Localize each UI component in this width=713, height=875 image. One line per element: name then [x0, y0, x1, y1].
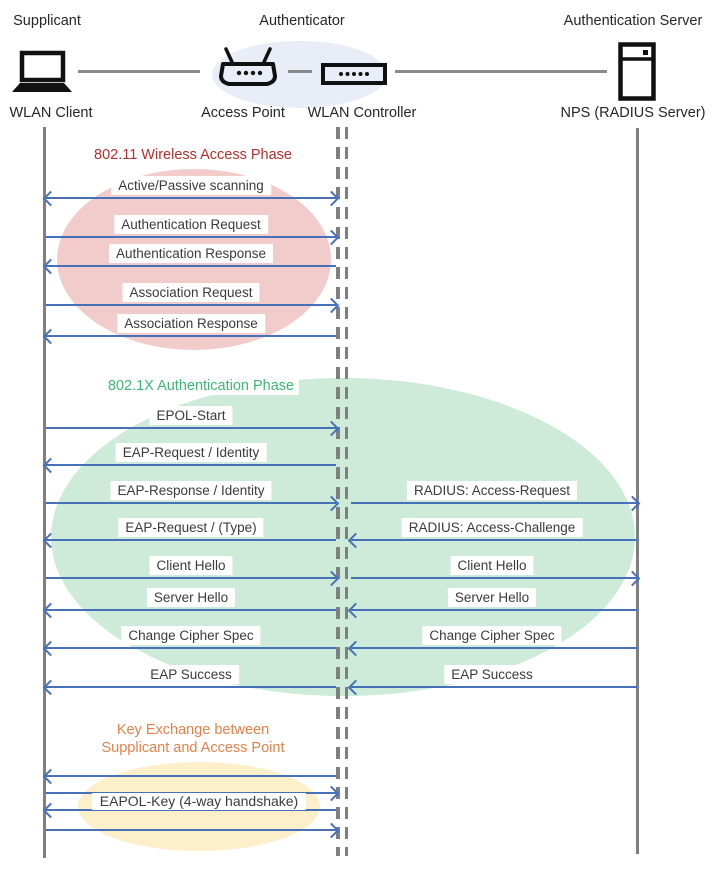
phase1-title: 802.11 Wireless Access Phase	[89, 147, 297, 164]
message-arrow-left	[351, 539, 637, 541]
name-wlan-client: WLAN Client	[9, 105, 93, 121]
wireless-router-icon	[217, 46, 279, 95]
message-arrow-right	[46, 304, 336, 306]
lifeline-authenticator-right	[345, 127, 349, 856]
message-label: EAP Success	[444, 665, 540, 684]
message-label: Active/Passive scanning	[111, 176, 271, 195]
phase3-title-line1: Key Exchange between	[112, 722, 274, 739]
message-arrow-left	[351, 647, 637, 649]
role-authenticator: Authenticator	[259, 13, 345, 29]
lifeline-authentication-server	[636, 128, 639, 854]
message-arrow-both	[46, 197, 336, 199]
message-label: EPOL-Start	[149, 406, 232, 425]
message-label: Association Request	[122, 283, 259, 302]
message-label: Server Hello	[448, 588, 536, 607]
message-label: EAP Success	[143, 665, 239, 684]
message-arrow-right	[46, 829, 336, 831]
message-arrow-right	[46, 236, 336, 238]
message-arrow-left	[46, 686, 336, 688]
message-arrow-left	[351, 609, 637, 611]
message-arrow-right	[46, 502, 336, 504]
server-icon	[618, 42, 656, 106]
message-arrow-left	[46, 647, 336, 649]
name-access-point: Access Point	[201, 105, 285, 121]
role-supplicant: Supplicant	[13, 13, 81, 29]
message-label: Association Response	[117, 314, 265, 333]
message-label: RADIUS: Access-Request	[407, 481, 577, 500]
link-ap-controller	[288, 70, 312, 73]
laptop-icon	[8, 50, 76, 100]
message-label: Client Hello	[450, 556, 533, 575]
message-arrow-left	[46, 775, 336, 777]
message-label: Server Hello	[147, 588, 235, 607]
name-nps-server: NPS (RADIUS Server)	[560, 105, 706, 121]
message-label: EAP-Request / (Type)	[118, 518, 263, 537]
message-arrow-right	[351, 577, 637, 579]
message-arrow-left	[46, 539, 336, 541]
message-arrow-left	[46, 335, 336, 337]
message-label: Change Cipher Spec	[422, 626, 561, 645]
role-authentication-server: Authentication Server	[563, 13, 703, 29]
group-label-eapol-key: EAPOL-Key (4-way handshake)	[92, 793, 306, 810]
controller-icon	[321, 63, 387, 90]
message-label: EAP-Request / Identity	[116, 443, 267, 462]
link-controller-server	[395, 70, 607, 73]
message-arrow-right	[46, 427, 336, 429]
phase3-title-line2: Supplicant and Access Point	[97, 740, 290, 757]
message-label: RADIUS: Access-Challenge	[402, 518, 583, 537]
name-wlan-controller: WLAN Controller	[307, 105, 417, 121]
message-arrow-left	[46, 609, 336, 611]
message-arrow-right	[351, 502, 637, 504]
message-arrow-left	[46, 464, 336, 466]
message-arrow-right	[46, 577, 336, 579]
message-arrow-left	[351, 686, 637, 688]
message-label: EAP-Response / Identity	[110, 481, 271, 500]
message-label: Client Hello	[149, 556, 232, 575]
message-label: Authentication Request	[114, 215, 268, 234]
message-label: Authentication Response	[109, 244, 273, 263]
message-label: Change Cipher Spec	[121, 626, 260, 645]
message-arrow-left	[46, 265, 336, 267]
phase2-title: 802.1X Authentication Phase	[103, 378, 299, 395]
link-client-ap	[78, 70, 200, 73]
